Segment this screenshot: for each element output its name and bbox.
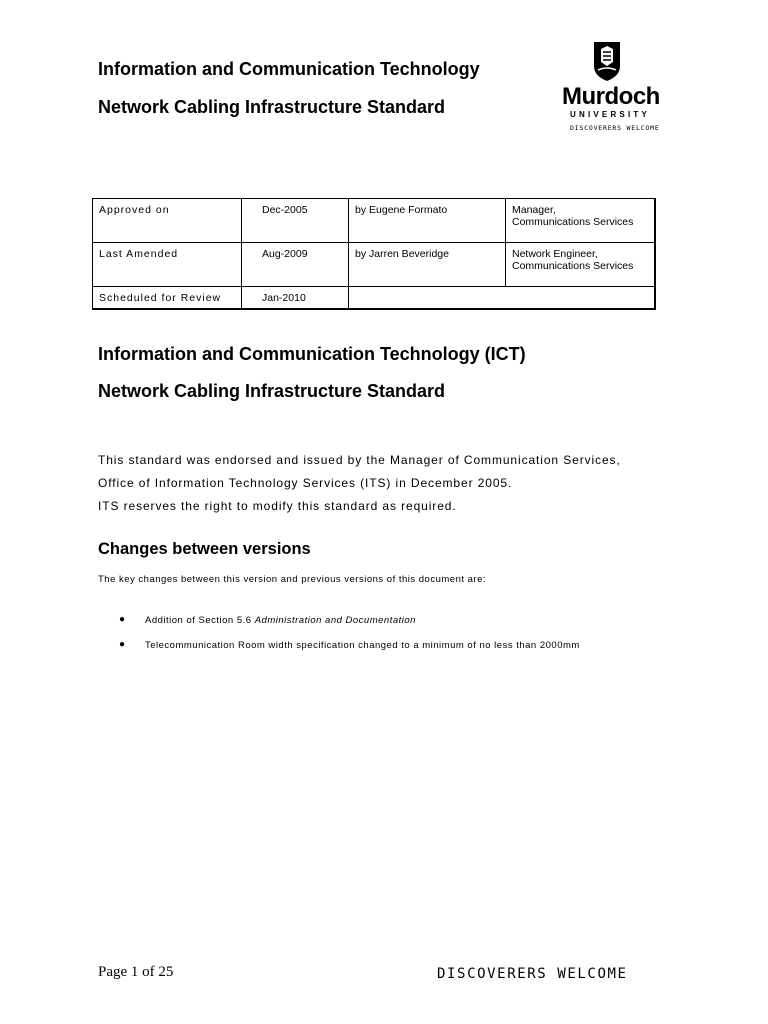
row-role <box>506 243 656 287</box>
row-date: Dec-2005 <box>242 199 349 243</box>
section-header <box>98 343 526 402</box>
list-item <box>119 639 580 651</box>
murdoch-logo <box>556 40 666 135</box>
role-line1: Network Engineer, <box>512 248 598 260</box>
crest-icon <box>592 40 622 82</box>
role-line2: Communications Services <box>512 216 634 228</box>
page-number: Page 1 of 25 <box>98 964 174 980</box>
row-date: Jan-2010 <box>242 287 349 309</box>
row-label: Approved on <box>93 199 242 243</box>
row-empty <box>349 287 656 309</box>
role-line1: Manager, <box>512 204 556 216</box>
section-title-line2: Network Cabling Infrastructure Standard <box>98 381 446 401</box>
footer-tagline: DISCOVERERS WELCOME <box>437 966 628 982</box>
changes-heading <box>98 540 311 559</box>
approval-table <box>92 198 656 310</box>
endorsement-paragraph <box>98 449 621 518</box>
list-item <box>119 614 416 626</box>
changes-intro-text: The key changes between this version and previous versions of this document are: <box>98 574 486 585</box>
role-line2: Communications Services <box>512 260 634 272</box>
logo-name: Murdoch <box>562 83 660 110</box>
paragraph-line: ITS reserves the right to modify this standard as required. <box>98 499 457 513</box>
row-label: Last Amended <box>93 243 242 287</box>
table-row <box>93 287 656 309</box>
list-item-italic: Administration and Documentation <box>254 615 416 626</box>
header-title-line1: Information and Communication Technology <box>98 59 480 79</box>
table-row <box>93 199 656 243</box>
changes-intro <box>98 574 486 585</box>
logo-subtitle: UNIVERSITY <box>570 110 651 119</box>
row-by: by Jarren Beveridge <box>349 243 506 287</box>
header-title-line2: Network Cabling Infrastructure Standard <box>98 97 446 117</box>
section-title-line1: Information and Communication Technology (ICT) <box>98 344 526 364</box>
table-row <box>93 243 656 287</box>
row-role <box>506 199 656 243</box>
row-by: by Eugene Formato <box>349 199 506 243</box>
list-item-text: Addition of Section 5.6 <box>145 615 255 626</box>
logo-tagline: DISCOVERERS WELCOME <box>570 124 660 132</box>
paragraph-line: This standard was endorsed and issued by the Manager of Communication Services, <box>98 453 621 467</box>
paragraph-line: Office of Information Technology Services (ITS) in December 2005. <box>98 476 513 490</box>
row-date: Aug-2009 <box>242 243 349 287</box>
document-header <box>98 58 480 118</box>
bullet-icon: ● <box>119 614 126 625</box>
row-label: Scheduled for Review <box>93 287 242 309</box>
changes-heading-text: Changes between versions <box>98 540 311 558</box>
list-item-text: Telecommunication Room width specification changed to a minimum of no less than 2000mm <box>145 640 580 651</box>
bullet-icon: ● <box>119 639 126 650</box>
